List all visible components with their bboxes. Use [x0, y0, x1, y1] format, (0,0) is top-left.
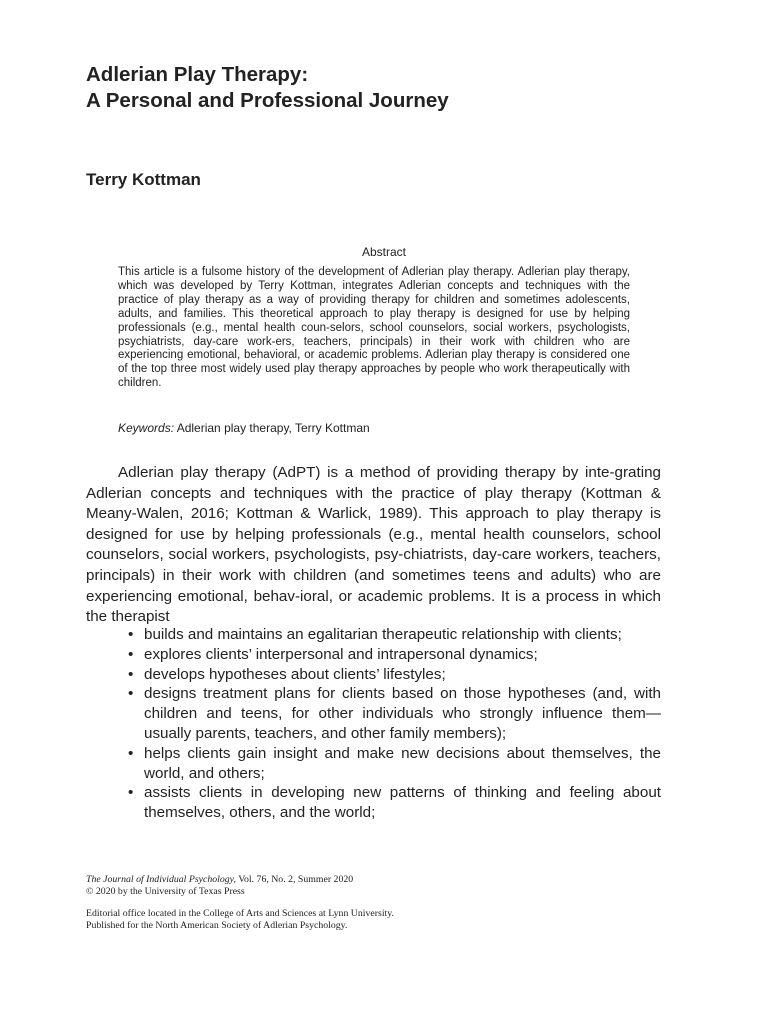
journal-citation — [86, 874, 586, 897]
list-item-text: develops hypotheses about clients’ lifestyles; — [144, 665, 446, 683]
journal-line — [86, 874, 586, 886]
bullet-icon: • — [128, 784, 134, 802]
bullet-icon: • — [128, 626, 134, 643]
journal-name: The Journal of Individual Psychology, — [86, 874, 236, 885]
copyright-line: © 2020 by the University of Texas Press — [86, 885, 245, 897]
list-item — [128, 684, 661, 743]
list-item — [128, 783, 661, 823]
title-line-1: Adlerian Play Therapy: — [86, 63, 309, 86]
bullet-icon: • — [128, 665, 134, 683]
title-line-2: A Personal and Professional Journey — [86, 89, 449, 112]
list-item — [128, 744, 661, 784]
author-name: Terry Kottman — [86, 170, 201, 189]
bullet-icon: • — [128, 645, 134, 663]
keywords-label: Keywords: — [118, 421, 175, 435]
publisher-notes — [86, 908, 606, 931]
list-item — [128, 665, 661, 685]
keywords — [118, 421, 630, 435]
list-item — [128, 625, 661, 645]
body-paragraph: Adlerian play therapy (AdPT) is a method of providing therapy by inte-grating Adlerian concepts and techniques with the practice of play therapy (Kottman & Meany-Walen, 2016; Kottman & Warlick, 1989). This approach to play therapy is designed for use by helping professionals (e.g., mental health counselors, school counselors, social workers, psychologists, psy-chiatrists, day-care workers, teachers, principals) in their work with children (and sometimes teens and adults) who are experiencing emotional, behav-ioral, or academic problems. It is a process in which the therapist — [86, 464, 661, 626]
list-item-text: assists clients in developing new patterns of thinking and feeling about themselves, others, and the world; — [144, 784, 661, 822]
editorial-line: Editorial office located in the College of Arts and Sciences at Lynn University. — [86, 908, 394, 919]
therapist-process-list — [128, 625, 661, 823]
article-title — [86, 62, 686, 114]
list-item-text: helps clients gain insight and make new decisions about themselves, the world, and others; — [144, 744, 661, 782]
list-item-text: explores clients’ interpersonal and intrapersonal dynamics; — [144, 645, 538, 663]
abstract-text: This article is a fulsome history of the development of Adlerian play therapy. Adlerian play therapy, which was developed by Terry Kottman, integrates Adlerian concepts and techniques with the practice of play therapy as a way of providing therapy for children and sometimes adolescents, adults, and families. This theoretical approach to play therapy is designed for use by helping professionals (e.g., mental health coun-selors, school counselors, social workers, psychologists, psychiatrists, day-care work-ers, teachers, principals) in their work with children who are experiencing emotional, behavioral, or academic problems. Adlerian play therapy is considered one of the top three most widely used play therapy approaches by people who work therapeutically with children. — [118, 266, 630, 390]
keywords-list: Adlerian play therapy, Terry Kottman — [176, 421, 370, 435]
list-item — [128, 645, 661, 665]
abstract-heading: Abstract — [361, 245, 406, 259]
bullet-icon: • — [128, 744, 134, 762]
published-line: Published for the North American Society of Adlerian Psychology. — [86, 919, 348, 931]
bullet-icon: • — [128, 685, 134, 703]
list-item-text: builds and maintains an egalitarian therapeutic relationship with clients; — [144, 626, 622, 643]
list-item-text: designs treatment plans for clients based on those hypotheses (and, with children and teens, for other individuals who strongly influence them—usually parents, teachers, and other family members); — [144, 685, 661, 742]
journal-issue: Vol. 76, No. 2, Summer 2020 — [235, 874, 354, 885]
